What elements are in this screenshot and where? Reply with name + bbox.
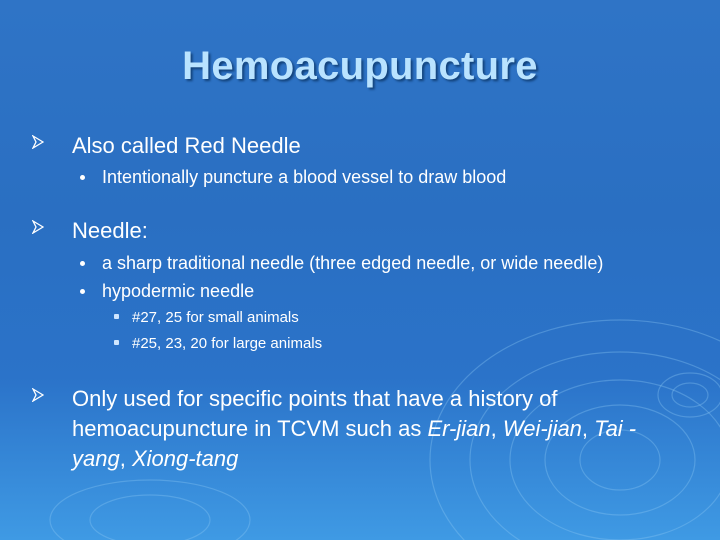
bullet-text-part: Only used for specific points that have a history of hemoacupuncture in TCVM such as: [72, 386, 558, 441]
bullet-text: Also called Red Needle: [72, 133, 301, 158]
subsub-bullet-text: #27, 25 for small animals: [132, 309, 299, 326]
separator: ,: [119, 446, 132, 471]
bullet-text: [72, 384, 682, 474]
dot-bullet-icon: [80, 289, 85, 294]
square-bullet-icon: [114, 314, 119, 319]
sub-bullet-text: hypodermic needle: [102, 281, 255, 301]
arrowhead-bullet-icon: [32, 220, 44, 234]
dot-bullet-icon: [80, 175, 85, 180]
arrowhead-bullet-icon: [32, 388, 44, 402]
dot-bullet-icon: [80, 261, 85, 266]
sub-bullet-text: Intentionally puncture a blood vessel to draw blood: [102, 167, 507, 187]
point-name-wei-jian: Wei-jian: [502, 416, 582, 441]
sub-bullet-text: a sharp traditional needle (three edged needle, or wide needle): [102, 253, 604, 273]
point-name-tai-yang: Tai -yang: [72, 416, 637, 471]
point-name-er-jian: Er-jian: [427, 416, 491, 441]
separator: ,: [581, 416, 595, 441]
separator: ,: [490, 416, 503, 441]
slide-title: Hemoacupuncture: [182, 44, 538, 88]
bullet-text: Needle:: [72, 218, 148, 243]
square-bullet-icon: [114, 340, 119, 345]
subsub-bullet-text: #25, 23, 20 for large animals: [132, 335, 323, 352]
point-name-xiong-tang: Xiong-tang: [131, 446, 239, 471]
arrowhead-bullet-icon: [32, 135, 44, 149]
